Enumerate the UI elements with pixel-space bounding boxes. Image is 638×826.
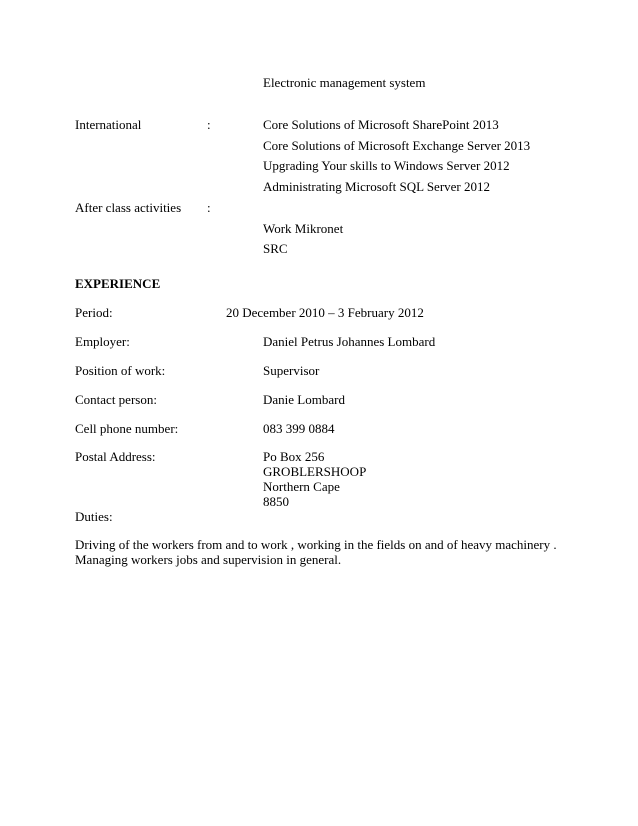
after-class-colon: : xyxy=(207,200,211,215)
duties-text xyxy=(75,537,557,567)
international-colon: : xyxy=(207,117,211,132)
international-course: Core Solutions of Microsoft Exchange Server 2013 xyxy=(263,138,531,153)
cell-label: Cell phone number: xyxy=(75,421,179,436)
postal-label: Postal Address: xyxy=(75,449,156,464)
employer-label: Employer: xyxy=(75,334,130,349)
after-class-label: After class activities xyxy=(75,200,182,215)
duties-label: Duties: xyxy=(75,509,113,524)
after-class-item: Work Mikronet xyxy=(263,221,344,236)
international-course: Core Solutions of Microsoft SharePoint 2013 xyxy=(263,117,499,132)
international-label: International xyxy=(75,117,142,132)
duties-line: Driving of the workers from and to work , working in the fields on and of heavy machinery . xyxy=(75,537,557,552)
after-class-item: SRC xyxy=(263,241,288,256)
employer-value: Daniel Petrus Johannes Lombard xyxy=(263,334,436,349)
duties-line: Managing workers jobs and supervision in general. xyxy=(75,552,342,567)
contact-value: Danie Lombard xyxy=(263,392,345,407)
international-course: Administrating Microsoft SQL Server 2012 xyxy=(263,179,490,194)
postal-line: 8850 xyxy=(263,494,289,509)
postal-line: Northern Cape xyxy=(263,479,340,494)
postal-line: Po Box 256 xyxy=(263,449,325,464)
education-continued-line: Electronic management system xyxy=(263,75,426,90)
cell-value: 083 399 0884 xyxy=(263,421,335,436)
postal-line: GROBLERSHOOP xyxy=(263,464,367,479)
experience-heading: EXPERIENCE xyxy=(75,276,161,291)
position-label: Position of work: xyxy=(75,363,166,378)
international-course: Upgrading Your skills to Windows Server 2012 xyxy=(263,158,510,173)
position-value: Supervisor xyxy=(263,363,320,378)
postal-address-block xyxy=(263,449,366,509)
period-label: Period: xyxy=(75,305,113,320)
period-value: 20 December 2010 – 3 February 2012 xyxy=(226,305,424,320)
contact-label: Contact person: xyxy=(75,392,157,407)
